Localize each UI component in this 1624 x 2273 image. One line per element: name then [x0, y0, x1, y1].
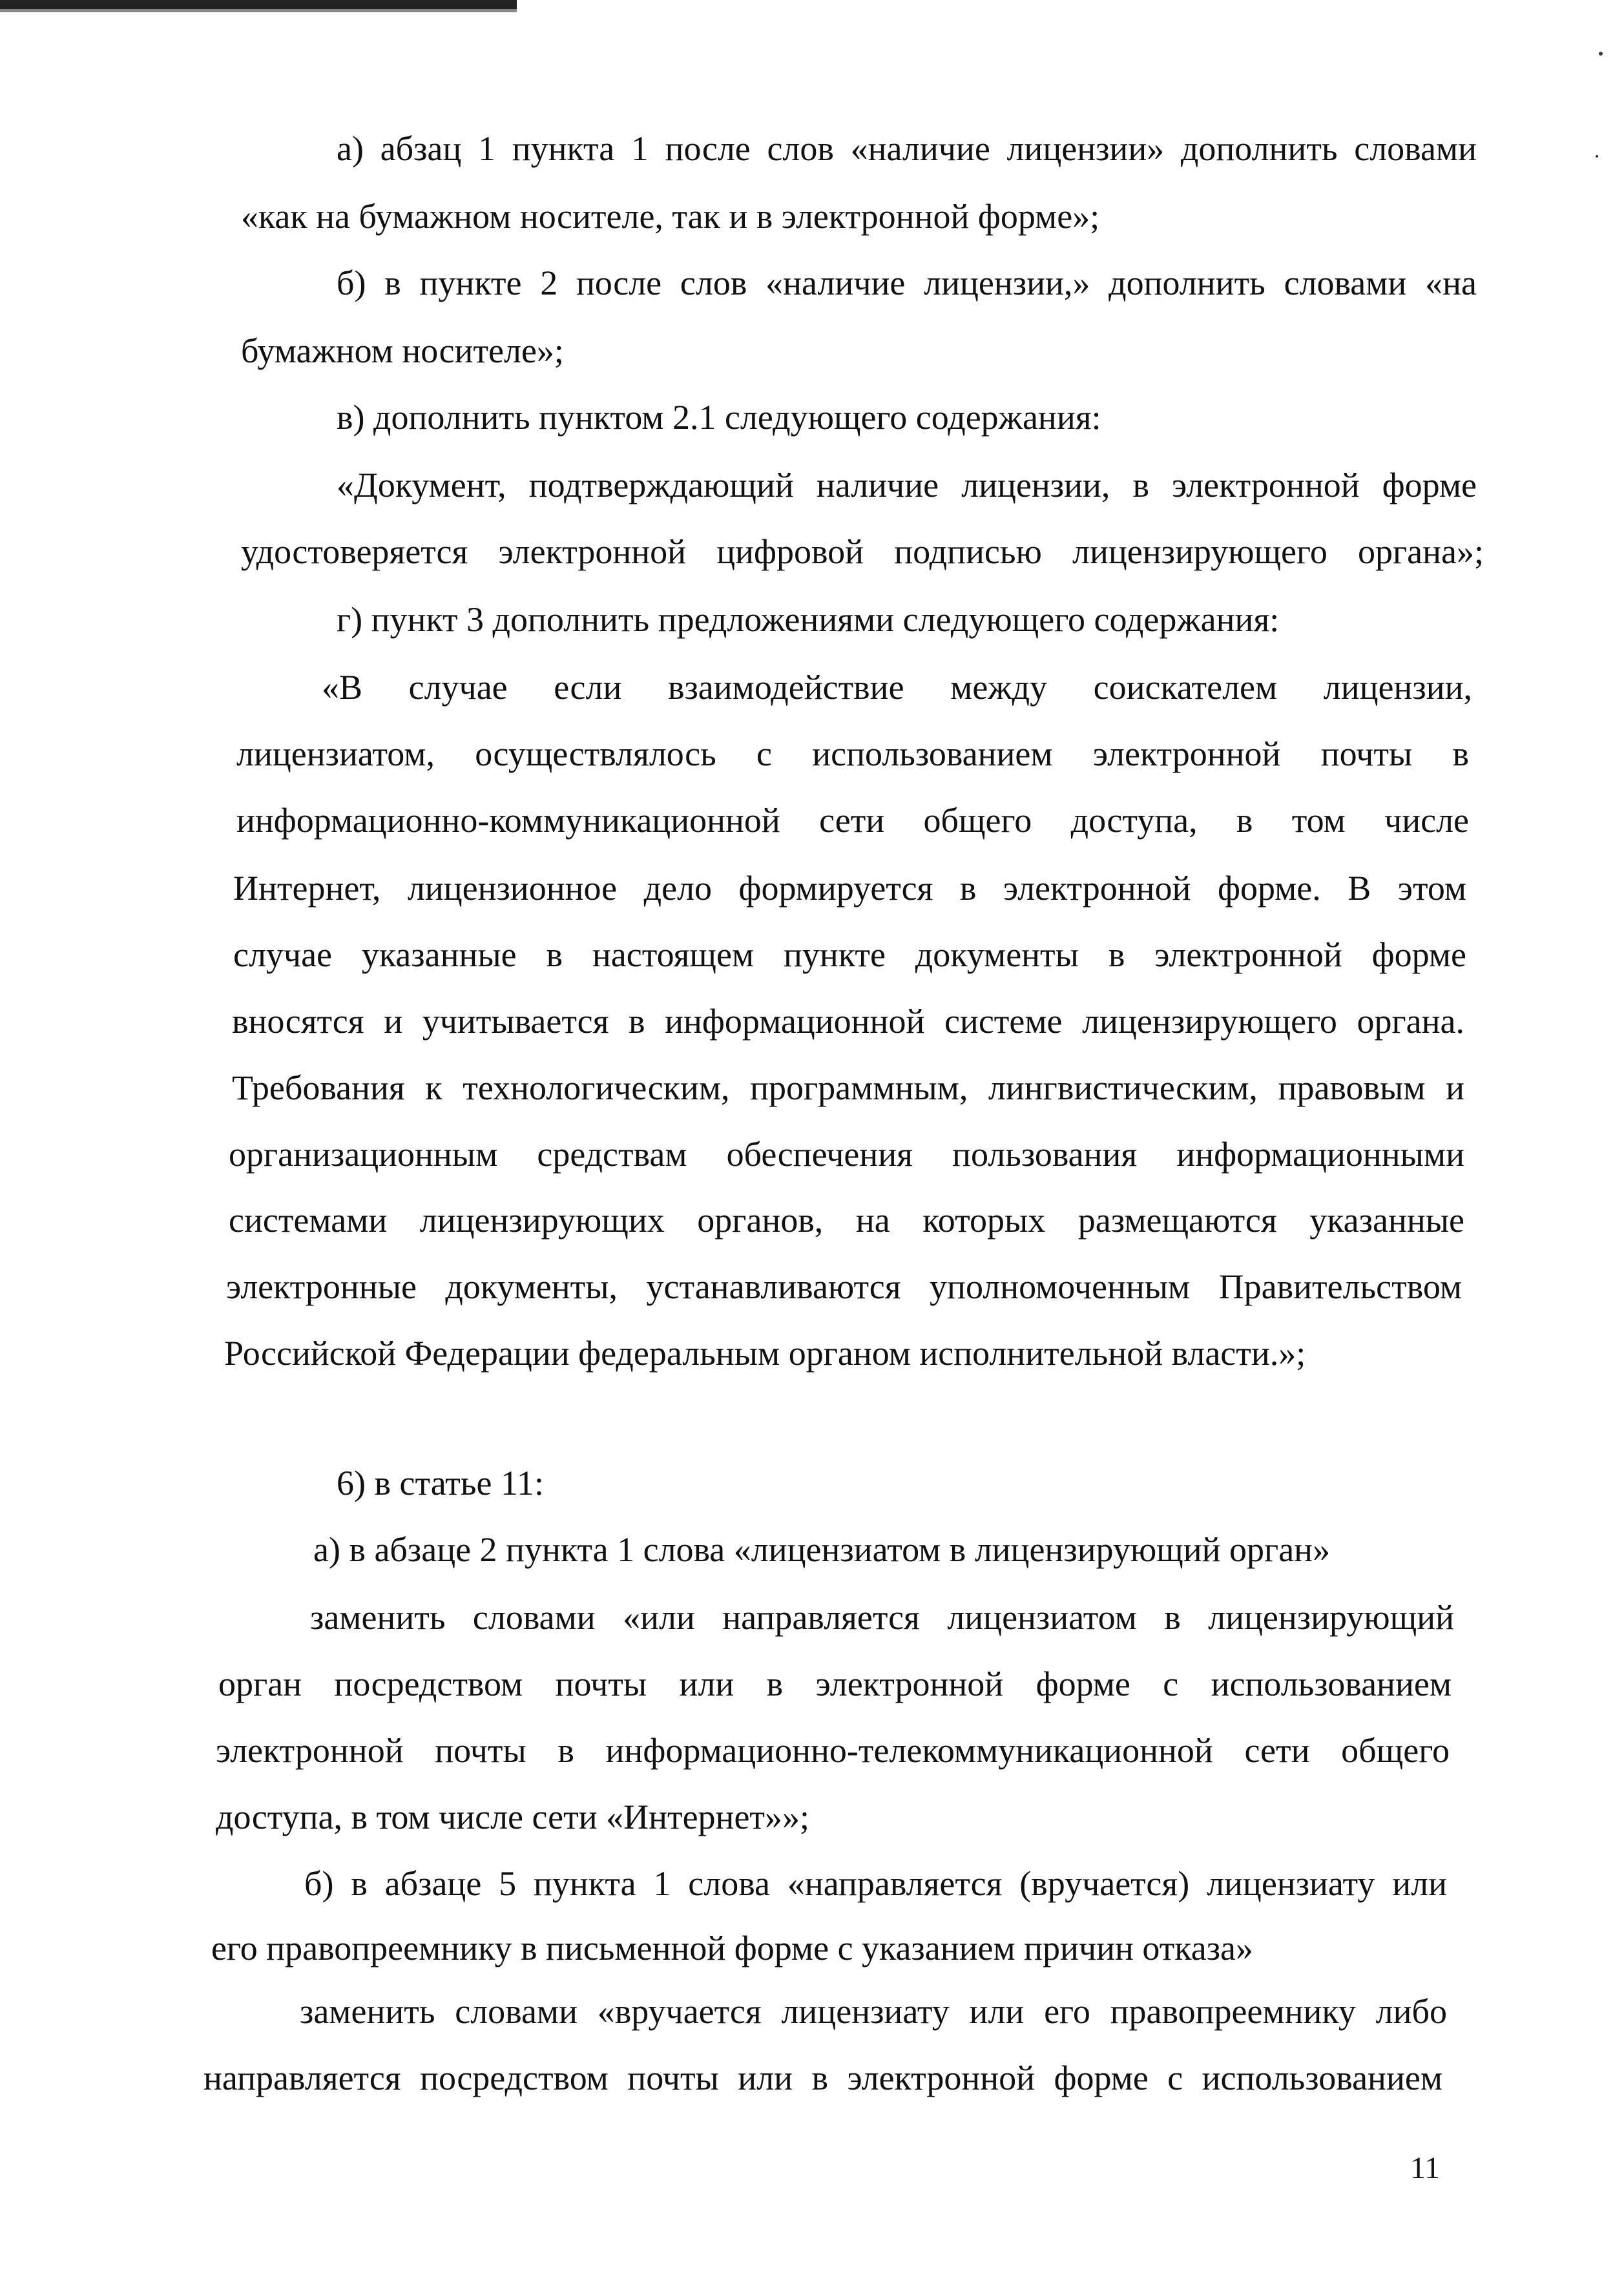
- text-line: системами лицензирующих органов, на которых размещаются указанные: [229, 1201, 1464, 1240]
- scan-edge-artifact: [0, 0, 517, 9]
- text-line: г) пункт 3 дополнить предложениями следующего содержания:: [337, 600, 1280, 639]
- text-line: заменить словами «или направляется лицензиатом в лицензирующий: [310, 1598, 1454, 1637]
- text-line: вносятся и учитывается в информационной системе лицензирующего органа.: [232, 1002, 1464, 1041]
- text-line: Интернет, лицензионное дело формируется в электронной форме. В этом: [233, 869, 1466, 908]
- section-heading: 6) в статье 11:: [337, 1464, 544, 1502]
- text-line: а) в абзаце 2 пункта 1 слова «лицензиатом в лицензирующий орган»: [313, 1530, 1331, 1569]
- text-line: лицензиатом, осуществлялось с использованием электронной почты в: [236, 734, 1469, 773]
- text-line: а) абзац 1 пункта 1 после слов «наличие лицензии» дополнить словами: [337, 129, 1477, 168]
- text-line: б) в пункте 2 после слов «наличие лицензии,» дополнить словами «на: [337, 264, 1477, 302]
- scan-speck: [1599, 52, 1603, 56]
- text-line: доступа, в том числе сети «Интернет»»;: [216, 1798, 810, 1836]
- text-line: организационным средствам обеспечения пользования информационными: [229, 1135, 1464, 1174]
- text-line: «как на бумажном носителе, так и в электронной форме»;: [241, 197, 1100, 236]
- text-line: заменить словами «вручается лицензиату или его правопреемнику либо: [300, 1992, 1447, 2031]
- text-line: направляется посредством почты или в электронной форме с использованием: [203, 2059, 1442, 2097]
- text-line: б) в абзаце 5 пункта 1 слова «направляется (вручается) лицензиату или: [304, 1864, 1447, 1903]
- text-line: в) дополнить пунктом 2.1 следующего содержания:: [337, 398, 1101, 437]
- text-line: его правопреемнику в письменной форме с указанием причин отказа»: [211, 1929, 1253, 1967]
- text-line: информационно-коммуникационной сети общего доступа, в том числе: [236, 801, 1469, 840]
- text-line: орган посредством почты или в электронной форме с использованием: [218, 1665, 1452, 1703]
- text-line: Требования к технологическим, программным, лингвистическим, правовым и: [232, 1068, 1464, 1107]
- text-line: «Документ, подтверждающий наличие лицензии, в электронной форме: [337, 466, 1477, 504]
- text-line: случае указанные в настоящем пункте документы в электронной форме: [233, 935, 1466, 974]
- page-number: 11: [1410, 2151, 1441, 2185]
- text-line: бумажном носителе»;: [241, 331, 564, 370]
- text-line: «В случае если взаимодействие между соискателем лицензии,: [322, 668, 1472, 707]
- scan-edge-shadow: [0, 9, 517, 12]
- text-line: Российской Федерации федеральным органом исполнительной власти.»;: [224, 1334, 1306, 1373]
- text-line: электронные документы, устанавливаются уполномоченным Правительством: [226, 1267, 1462, 1306]
- text-line: удостоверяется электронной цифровой подписью лицензирующего органа»;: [241, 532, 1484, 571]
- text-line: электронной почты в информационно-телекоммуникационной сети общего: [216, 1731, 1450, 1770]
- scan-speck: [1596, 155, 1598, 158]
